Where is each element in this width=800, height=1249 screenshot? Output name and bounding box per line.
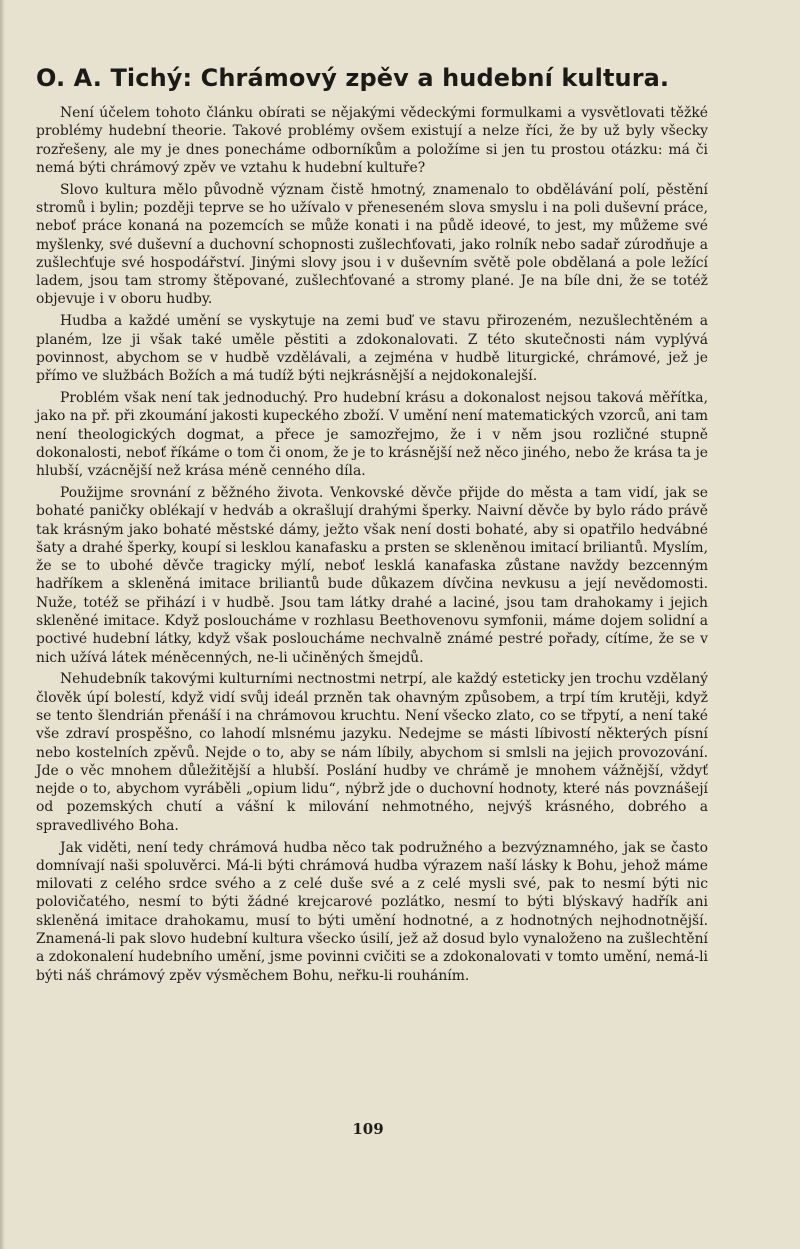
paragraph: Nehudebník takovými kulturními nectnostmi netrpí, ale každý esteticky jen trochu vzdělaný člověk úpí bolestí, když vidí svůj ideál przněn tak ohavným způsobem, a trpí tím krutěji, když se tento šlendrián přenáší i na chrámovou kruchtu. Není všecko zlato, co se třpytí, a není také vše zdraví prospěšno, co lahodí mlsnému jazyku. Nedejme se másti líbivostí některých písní nebo kostelních zpěvů. Nejde o to, aby se nám líbily, abychom si smlsli na jejich provozování. Jde o věc mnohem důležitější a hlubší. Poslání hudby ve chrámě je mnohem vážnější, vždyť nejde o to, abychom vyráběli „opium lidu“, nýbrž jde o duchovní hodnoty, které nás povznášejí od pozemských chutí a vášní k milování nehmotného, nejvýš krásného, dobrého a spravedlivého Boha.: [36, 671, 708, 834]
paragraph: Jak viděti, není tedy chrámová hudba něco tak podružného a bezvýznamného, jak se často domnívají naši spoluvěrci. Má-li býti chrámová hudba výrazem naší lásky k Bohu, jehož máme milovati z celého srdce svého a z celé duše své a z celé mysli své, pak to nesmí býti nic polovičatého, nesmí to býti žádné krejcarové pozlátko, nesmí to býti blýskavý hadřík ani skleněná imitace drahokamu, musí to býti umění hodnotné, a z hodnotných nejhodnotnější. Znamená-li pak slovo hudební kultura všecko úsilí, jež až dosud bylo vynaloženo na zušlechtění a zdokonalení hudebního umění, jsme povinni cvičiti se a zdokonalovati v tomto umění, nemá-li býti náš chrámový zpěv výsměchem Bohu, neřku-li rouháním.: [36, 839, 708, 984]
page-number: 109: [352, 1120, 384, 1138]
paragraph: Použijme srovnání z běžného života. Venkovské děvče přijde do města a tam vidí, jak se bohaté paničky oblékají v hedváb a okrašlují drahými šperky. Naivní děvče by bylo rádo právě tak krásným jako bohaté městské dámy, ježto však není dosti bohaté, aby si opatřilo hedvábné šaty a drahé šperky, koupí si lesklou kanafasku a prsten se skleněnou imitací briliantů. Myslím, že se to ubohé děvče tragicky mýlí, neboť lesklá kanafaska zůstane navždy bezcenným hadříkem a skleněná imitace briliantů bude důkazem dívčina nevkusu a její nevědomosti. Nuže, totéž se přihází i v hudbě. Jsou tam látky drahé a laciné, jsou tam drahokamy i jejich skleněné imitace. Když posloucháme v rozhlasu Beethovenovu symfonii, máme dojem solidní a poctivé hudební látky, když však posloucháme nechvalně známé pestré pořady, cítíme, že se v nich užívá látek méněcenných, ne-li učiněných šmejdů.: [36, 484, 708, 666]
paragraph: Není účelem tohoto článku obírati se nějakými vědeckými formulkami a vysvětlovati těžké problémy hudební theorie. Takové problémy ovšem existují a nelze říci, že by už byly všecky rozřešeny, ale my je dnes ponecháme odborníkům a položíme si jen tu prostou otázku: má či nemá býti chrámový zpěv ve vztahu k hudební kultuře?: [36, 105, 708, 176]
article-body: [36, 104, 708, 988]
paragraph: Problém však není tak jednoduchý. Pro hudební krásu a dokonalost nejsou taková měřítka, jako na př. při zkoumání jakosti kupeckého zboží. V umění není matematických vzorců, ani tam není theologických dogmat, a přece je samozřejmo, že i v něm jsou rozličné stupně dokonalosti, neboť říkáme o tom či onom, že je to krásnější než něco jiného, nebo že krása ta je hlubší, vzácnější než krása méně cenného díla.: [36, 389, 708, 480]
paragraph: Slovo kultura mělo původně význam čistě hmotný, znamenalo to obdělávání polí, pěstění stromů i bylin; později teprve se ho užívalo v přeneseném slova smyslu i na poli duševní práce, neboť práce konaná na pozemcích se může konati i na půdě ideové, to jest, my můžeme své myšlenky, své duševní a duchovní schopnosti zušlechťovati, jako rolník nebo sadař zúrodňuje a zušlechťuje své hospodářství. Jinými slovy jsou i v duševním světě pole obdělaná a pole ležící ladem, jsou tam stromy štěpované, zušlechťované a stromy plané. Je na bíle dni, že se totéž objevuje i v oboru hudby.: [36, 181, 708, 308]
article-title: O. A. Tichý: Chrámový zpěv a hudební kultura.: [36, 64, 670, 92]
paragraph: Hudba a každé umění se vyskytuje na zemi buď ve stavu přirozeném, nezušlechtěném a planém, lze ji však také uměle pěstiti a zdokonalovati. Z této skutečnosti nám vyplývá povinnost, abychom se v hudbě vzdělávali, a zejména v hudbě liturgické, chrámové, jež je přímo ve službách Božích a má tudíž býti nejkrásnější a nejdokonalejší.: [36, 313, 708, 385]
scan-edge-shadow: [0, 0, 5, 1249]
